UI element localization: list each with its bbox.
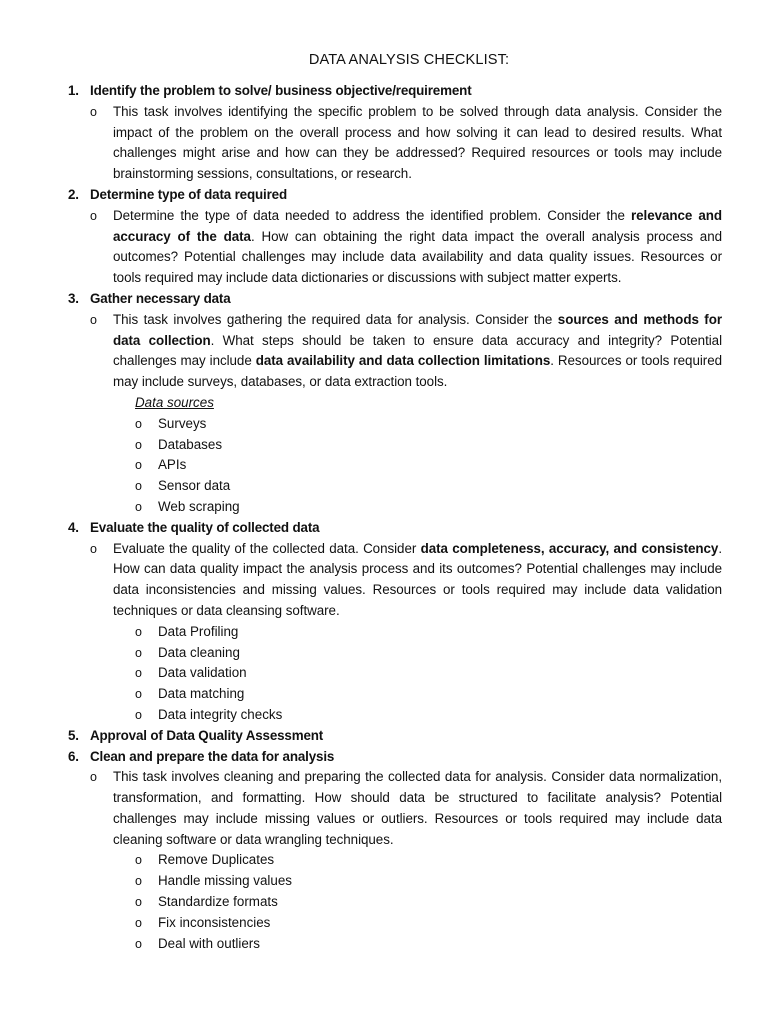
hollow-bullet-icon: o bbox=[135, 437, 142, 452]
hollow-bullet-icon: o bbox=[135, 666, 142, 681]
item-description bbox=[90, 310, 722, 393]
item-description bbox=[90, 102, 722, 185]
checklist-item-heading bbox=[68, 185, 722, 206]
list-item-text: Standardize formats bbox=[158, 894, 278, 910]
list-item-text: Data Profiling bbox=[158, 623, 239, 639]
checklist-item-heading bbox=[68, 726, 722, 747]
list-item-text: Remove Duplicates bbox=[158, 852, 275, 868]
list-item bbox=[135, 850, 722, 871]
text-run: This task involves cleaning and preparing the collected data for analysis. Consider data normalization, transformation, and formatting. How should data be structured to facilitate analysis? Potential challenges may include missing values or outliers. Resources or tools required may include data cleaning software or data wrangling techniques. bbox=[113, 769, 722, 847]
document-title: DATA ANALYSIS CHECKLIST: bbox=[308, 52, 510, 68]
checklist-item-heading bbox=[68, 747, 722, 768]
list-item-text: Data matching bbox=[158, 686, 245, 702]
item-heading-text: Approval of Data Quality Assessment bbox=[90, 727, 324, 743]
list-item-text: Data validation bbox=[158, 665, 247, 681]
item-description bbox=[90, 539, 722, 622]
list-item-text: Sensor data bbox=[158, 478, 231, 494]
list-item-text: Deal with outliers bbox=[158, 935, 260, 951]
hollow-bullet-icon: o bbox=[135, 936, 142, 951]
list-item bbox=[135, 643, 722, 664]
item-number: 2. bbox=[68, 186, 79, 202]
list-item bbox=[135, 892, 722, 913]
list-item bbox=[135, 934, 722, 955]
item-number: 1. bbox=[68, 83, 79, 98]
checklist-item-heading bbox=[68, 81, 722, 102]
text-run: This task involves identifying the specific problem to be solved through data analysis. Consider the impact of the problem on the overall process and how solving it can lead to desired results. What challenges might arise and how can they be addressed? Required resources or tools may include brainstorming sessions, consultations, or research. bbox=[113, 103, 722, 182]
hollow-bullet-icon: o bbox=[135, 853, 142, 868]
list-item bbox=[135, 476, 722, 497]
sub-list bbox=[135, 393, 722, 518]
hollow-bullet-icon: o bbox=[135, 479, 142, 494]
sub-list bbox=[135, 622, 722, 726]
list-item-text: Data integrity checks bbox=[158, 706, 283, 722]
hollow-bullet-icon: o bbox=[135, 458, 142, 473]
list-item-text: Databases bbox=[158, 436, 223, 452]
item-heading-text: Clean and prepare the data for analysis bbox=[90, 748, 335, 764]
list-item-text: APIs bbox=[158, 457, 187, 473]
hollow-bullet-icon: o bbox=[90, 770, 97, 785]
list-item bbox=[135, 705, 722, 726]
text-run: . What steps should be taken to ensure data accuracy and integrity? Potential challenges may include bbox=[113, 332, 722, 369]
hollow-bullet-icon: o bbox=[135, 915, 142, 930]
hollow-bullet-icon: o bbox=[90, 208, 97, 223]
item-number: 5. bbox=[68, 727, 79, 743]
item-description bbox=[90, 206, 722, 289]
hollow-bullet-icon: o bbox=[90, 541, 97, 556]
emphasis-text: data availability and data collection limitations bbox=[255, 353, 551, 369]
checklist-item-heading bbox=[68, 518, 722, 539]
description-text bbox=[113, 539, 722, 622]
item-number: 4. bbox=[68, 519, 79, 535]
hollow-bullet-icon: o bbox=[90, 312, 97, 327]
list-item bbox=[135, 913, 722, 934]
item-heading-text: Identify the problem to solve/ business objective/requirement bbox=[90, 83, 472, 98]
item-heading-text: Gather necessary data bbox=[90, 290, 231, 306]
description-text bbox=[113, 310, 722, 393]
list-item bbox=[135, 663, 722, 684]
item-description bbox=[90, 767, 722, 850]
hollow-bullet-icon: o bbox=[135, 874, 142, 889]
text-run: This task involves gathering the required data for analysis. Consider the bbox=[113, 311, 558, 327]
list-item-text: Data cleaning bbox=[158, 644, 240, 660]
hollow-bullet-icon: o bbox=[135, 499, 142, 514]
checklist bbox=[68, 81, 722, 954]
list-item bbox=[135, 497, 722, 518]
list-item bbox=[135, 871, 722, 892]
hollow-bullet-icon: o bbox=[135, 645, 142, 660]
sub-list bbox=[135, 850, 722, 954]
sub-list-caption: Data sources bbox=[135, 394, 214, 410]
emphasis-text: data completeness, accuracy, and consistency bbox=[420, 540, 719, 556]
hollow-bullet-icon: o bbox=[90, 104, 97, 119]
list-item-text: Web scraping bbox=[158, 498, 240, 514]
hollow-bullet-icon: o bbox=[135, 624, 142, 639]
hollow-bullet-icon: o bbox=[135, 895, 142, 910]
emphasis-text: relevance and accuracy of the data bbox=[113, 207, 723, 244]
hollow-bullet-icon: o bbox=[135, 707, 142, 722]
list-item-text: Fix inconsistencies bbox=[158, 914, 271, 930]
list-item bbox=[135, 622, 722, 643]
text-run: . Resources or tools required may include surveys, databases, or data extraction tools. bbox=[113, 353, 722, 390]
item-heading-text: Determine type of data required bbox=[90, 186, 288, 202]
text-run: Determine the type of data needed to address the identified problem. Consider the bbox=[113, 207, 631, 223]
list-item-text: Handle missing values bbox=[158, 873, 292, 889]
item-heading-text: Evaluate the quality of collected data bbox=[90, 519, 320, 535]
hollow-bullet-icon: o bbox=[135, 416, 142, 431]
text-run: . How can obtaining the right data impact the overall analysis process and outcomes? Potential challenges may include data availability and data quality issues. Resources or tools required may include data dictionaries or discussions with subject matter experts. bbox=[113, 228, 722, 286]
list-item bbox=[135, 414, 722, 435]
list-item bbox=[135, 455, 722, 476]
list-item-text: Surveys bbox=[158, 415, 207, 431]
item-number: 6. bbox=[68, 748, 79, 764]
text-run: . How can data quality impact the analysis process and its outcomes? Potential challenges may include data inconsistencies and missing values. Resources or tools required may include data validation techniques or data cleansing software. bbox=[113, 540, 722, 618]
list-item bbox=[135, 684, 722, 705]
list-item bbox=[135, 435, 722, 456]
description-text bbox=[113, 767, 722, 850]
text-run: Evaluate the quality of the collected data. Consider bbox=[113, 540, 421, 556]
description-text bbox=[113, 206, 722, 289]
checklist-item-heading bbox=[68, 289, 722, 310]
emphasis-text: sources and methods for data collection bbox=[113, 311, 723, 348]
hollow-bullet-icon: o bbox=[135, 687, 142, 702]
item-number: 3. bbox=[68, 290, 79, 306]
description-text bbox=[113, 102, 722, 185]
